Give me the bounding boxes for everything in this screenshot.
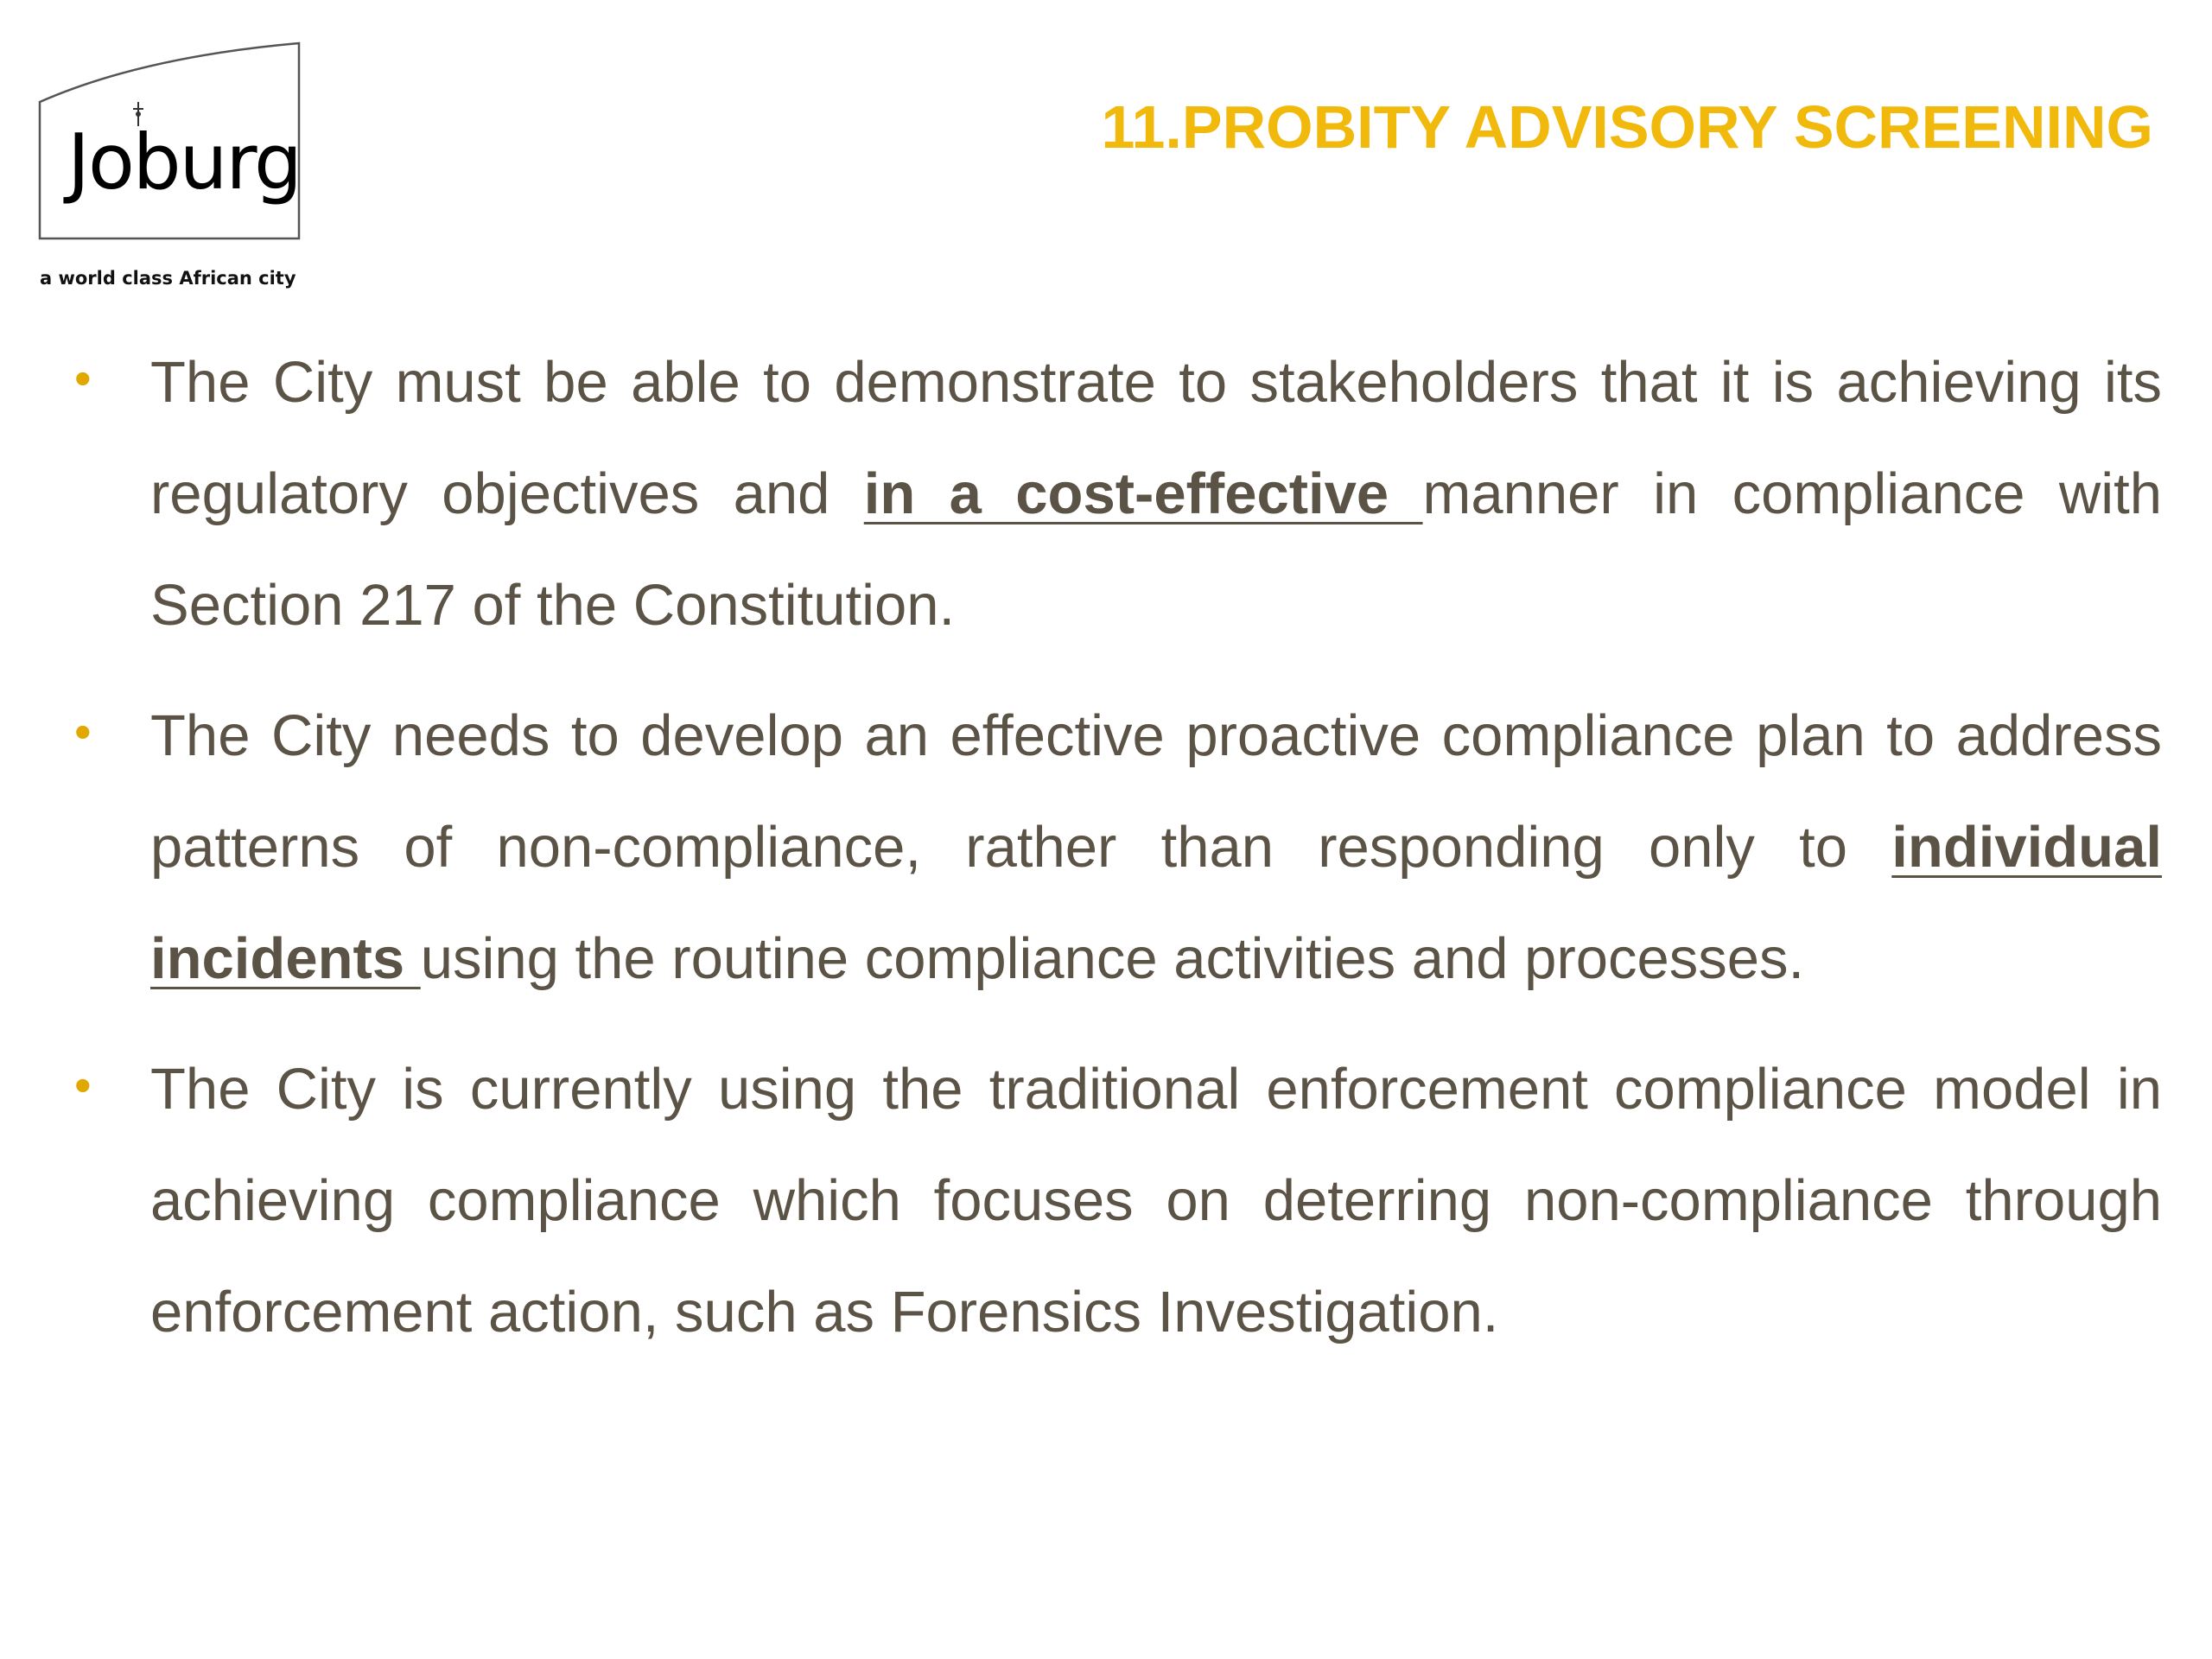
logo-frame xyxy=(38,41,302,242)
bullet-icon: • xyxy=(74,704,92,759)
bullet-text-before: The City needs to develop an effective proactive compliance plan to address patterns of non-compliance, rather than responding only to xyxy=(150,703,2162,880)
bullet-list xyxy=(74,327,2162,1387)
bullet-item xyxy=(74,680,2162,1014)
bullet-item xyxy=(74,327,2162,661)
bullet-text-before: The City must be able to demonstrate to stakeholders that it is achieving its regulatory objectives and xyxy=(150,350,2162,526)
joburg-logo xyxy=(38,41,308,297)
bullet-icon: • xyxy=(74,351,92,405)
slide-title: 11.PROBITY ADVISORY SCREENING xyxy=(1101,93,2153,161)
bullet-text-after: manner in compliance with Section 217 of the Constitution. xyxy=(150,461,2162,638)
bullet-text-after: using the routine compliance activities and processes. xyxy=(420,926,1805,991)
logo-tagline: a world class African city xyxy=(40,268,296,289)
bullet-icon: • xyxy=(74,1058,92,1112)
bullet-text xyxy=(150,1033,2162,1368)
bullet-text-before: The City is currently using the traditional enforcement compliance model in achieving compliance which focuses on deterring non-compliance through enforcement action, such as Forensics Investigation. xyxy=(150,1057,2162,1344)
logo-wordmark: Joburg xyxy=(67,118,301,207)
bullet-text xyxy=(150,680,2162,1014)
bullet-emphasis: in a cost-effective xyxy=(863,461,1423,526)
bullet-item xyxy=(74,1033,2162,1368)
bullet-emphasis: individual incidents xyxy=(150,815,2162,991)
bullet-text xyxy=(150,327,2162,661)
